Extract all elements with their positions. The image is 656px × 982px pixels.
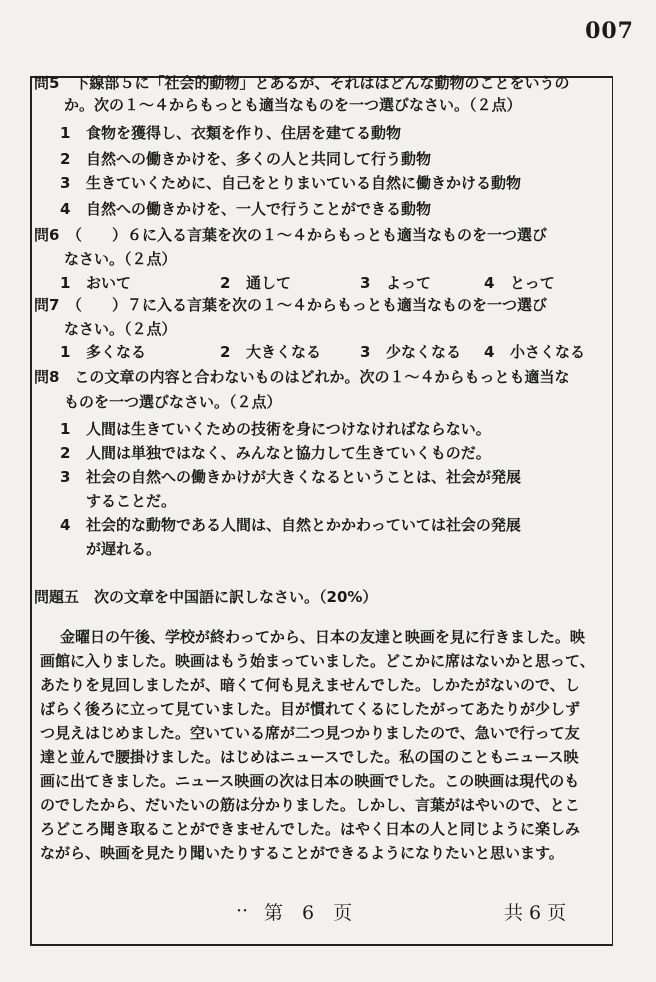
- q7-line2: なさい。（２点）: [64, 320, 177, 338]
- q6-line2: なさい。（２点）: [64, 250, 177, 268]
- paragraph-line: 画に出てきました。ニュース映画の次は日本の映画でした。この映画は現代のも: [40, 772, 580, 790]
- q8-option-4-cont: が遅れる。: [86, 540, 162, 558]
- option-number: 4: [60, 516, 71, 534]
- option-text: 社会的な動物である人間は、自然とかかわっていては社会の発展: [86, 516, 521, 534]
- option-number: 4: [484, 343, 495, 361]
- q8-option-2: [60, 446, 491, 461]
- option-text: 食物を獲得し、衣類を作り、住居を建てる動物: [86, 124, 402, 142]
- footer-mark: ··: [236, 900, 249, 922]
- option-number: 3: [60, 468, 71, 486]
- option-text: 多くなる: [86, 343, 147, 361]
- option-number: 1: [60, 274, 71, 292]
- option-number: 2: [60, 150, 71, 168]
- option-number: 2: [220, 343, 231, 361]
- option-number: 3: [360, 274, 371, 292]
- section5-title: 問題五 次の文章を中国語に訳しなさい。（20%）: [34, 588, 378, 606]
- option-text: 人間は単独ではなく、みんなと協力して生きていくものだ。: [86, 444, 491, 462]
- q5-option-1: [60, 126, 401, 141]
- paragraph-line: 達と並んで腰掛けました。はじめはニュースでした。私の国のこともニュース映: [40, 748, 579, 766]
- option-text: 少なくなる: [386, 343, 462, 361]
- q5-line2: か。次の１～４からもっとも適当なものを一つ選びなさい。（２点）: [64, 96, 522, 114]
- q8-line1: 問8 この文章の内容と合わないものはどれか。次の１～４からもっとも適当な: [34, 368, 570, 386]
- q8-option-3-cont: することだ。: [86, 492, 177, 510]
- paragraph-line: あたりを見回しましたが、暗くて何も見えませんでした。しかたがないので、し: [40, 676, 580, 694]
- option-number: 2: [220, 274, 231, 292]
- option-number: 4: [484, 274, 495, 292]
- paragraph-line: ながら、映画を見たり聞いたりすることができるようになりたいと思います。: [40, 844, 564, 862]
- q7-options: [60, 345, 585, 360]
- option-number: 4: [60, 200, 71, 218]
- q8-option-1: [60, 422, 491, 437]
- option-text: よって: [386, 274, 432, 292]
- q8-line2: ものを一つ選びなさい。（２点）: [64, 393, 282, 411]
- q8-option-4: [60, 518, 521, 533]
- footer-page: 第 6 页: [264, 902, 353, 924]
- q5-line1: 問5 下線部５に「社会的動物」とあるが、それははどんな動物のことをいうの: [34, 74, 570, 92]
- option-text: 大きくなる: [246, 343, 322, 361]
- option-text: おいて: [86, 274, 132, 292]
- q5-option-2: [60, 152, 431, 167]
- option-text: 生きていくために、自己をとりまいている自然に働きかける動物: [86, 174, 522, 192]
- footer-total: 共 6 页: [504, 902, 567, 924]
- option-text: 自然への働きかけを、一人で行うことができる動物: [86, 200, 432, 218]
- page-number: 007: [585, 18, 634, 44]
- option-text: 小さくなる: [510, 343, 586, 361]
- q5-option-3: [60, 176, 521, 191]
- q5-option-4: [60, 202, 431, 217]
- option-number: 1: [60, 343, 71, 361]
- q8-option-3: [60, 470, 521, 485]
- paragraph-line: つ見えはじめました。空いている席が二つ見つかりましたので、急いで行って友: [40, 724, 580, 742]
- paragraph-line: ばらく後ろに立って見ていました。目が慣れてくるにしたがってあたりが少しず: [40, 700, 581, 718]
- option-number: 1: [60, 420, 71, 438]
- paragraph-line: 金曜日の午後、学校が終わってから、日本の友達と映画を見に行きました。映: [60, 628, 585, 646]
- option-text: 自然への働きかけを、多くの人と共同して行う動物: [86, 150, 432, 168]
- paragraph-line: ろどころ聞き取ることができませんでした。はやく日本の人と同じように楽しみ: [40, 820, 581, 838]
- option-number: 2: [60, 444, 71, 462]
- option-text: とって: [510, 274, 555, 292]
- paragraph-line: のでしたから、だいたいの筋は分かりました。しかし、言葉がはやいので、とこ: [40, 796, 580, 814]
- option-number: 3: [360, 343, 371, 361]
- option-number: 1: [60, 124, 71, 142]
- option-number: 3: [60, 174, 71, 192]
- q6-line1: 問6 （ ）６に入る言葉を次の１～４からもっとも適当なものを一つ選び: [34, 226, 547, 244]
- q7-line1: 問7 （ ）７に入る言葉を次の１～４からもっとも適当なものを一つ選び: [34, 296, 547, 314]
- q6-options: [60, 276, 555, 291]
- option-text: 社会の自然への働きかけが大きくなるということは、社会が発展: [86, 468, 522, 486]
- option-text: 通して: [246, 274, 292, 292]
- paragraph-line: 画館に入りました。映画はもう始まっていました。どこかに席はないかと思って、: [40, 652, 595, 670]
- option-text: 人間は生きていくための技術を身につけなければならない。: [86, 420, 491, 438]
